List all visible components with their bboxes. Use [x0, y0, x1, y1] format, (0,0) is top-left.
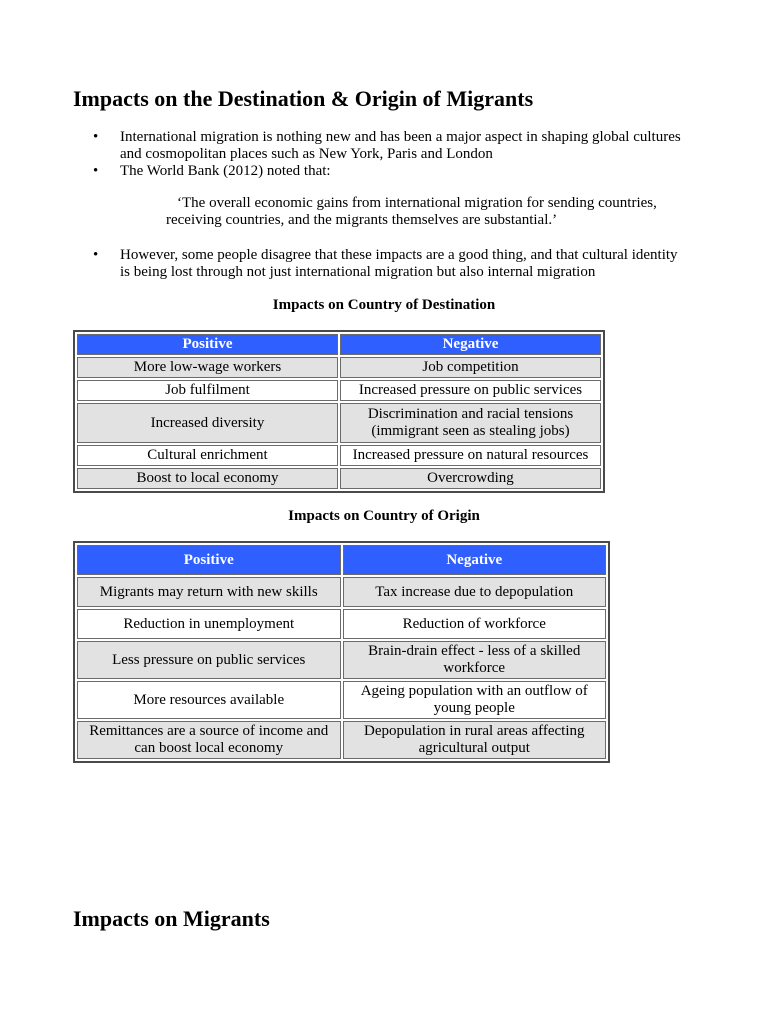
- table-cell: More low-wage workers: [77, 357, 338, 378]
- destination-impacts-table: [73, 330, 605, 493]
- column-header-negative: Negative: [343, 545, 607, 575]
- bullet-item: • International migration is nothing new and has been a major aspect in shaping global cultures and cosmopolitan places such as New York, Paris and London: [73, 129, 683, 163]
- bullet-list: [73, 129, 683, 180]
- table-cell: Brain-drain effect - less of a skilled workforce: [343, 641, 607, 679]
- table-cell: Ageing population with an outflow of young people: [343, 681, 607, 719]
- table-cell: Increased diversity: [77, 403, 338, 443]
- table-header-row: [77, 334, 601, 355]
- bullet-list: [73, 247, 683, 281]
- table-cell: Migrants may return with new skills: [77, 577, 341, 607]
- table-cell: Less pressure on public services: [77, 641, 341, 679]
- table-row: [77, 641, 606, 679]
- table-row: [77, 609, 606, 639]
- table-row: [77, 468, 601, 489]
- section-heading-destination-origin: Impacts on the Destination & Origin of Migrants: [73, 86, 534, 111]
- table-row: [77, 357, 601, 378]
- bullet-item: • However, some people disagree that these impacts are a good thing, and that cultural identity is being lost through not just international migration but also internal migration: [73, 247, 683, 281]
- table-cell: Job competition: [340, 357, 601, 378]
- table-row: [77, 721, 606, 759]
- table-cell: Tax increase due to depopulation: [343, 577, 607, 607]
- table-row: [77, 380, 601, 401]
- table-cell: Overcrowding: [340, 468, 601, 489]
- table-cell: Depopulation in rural areas affecting agricultural output: [343, 721, 607, 759]
- table-row: [77, 403, 601, 443]
- table-row: [77, 445, 601, 466]
- table-cell: Discrimination and racial tensions (immigrant seen as stealing jobs): [340, 403, 601, 443]
- table-header-row: [77, 545, 606, 575]
- column-header-positive: Positive: [77, 334, 338, 355]
- table-cell: Job fulfilment: [77, 380, 338, 401]
- column-header-negative: Negative: [340, 334, 601, 355]
- origin-table-caption: Impacts on Country of Origin: [288, 508, 480, 524]
- section-heading-impacts-on-migrants: Impacts on Migrants: [73, 906, 270, 931]
- table-cell: Cultural enrichment: [77, 445, 338, 466]
- column-header-positive: Positive: [77, 545, 341, 575]
- table-cell: Increased pressure on natural resources: [340, 445, 601, 466]
- world-bank-quote: ‘The overall economic gains from international migration for sending countries, receiving countries, and the migrants themselves are substantial.’: [166, 195, 657, 228]
- destination-table-caption: Impacts on Country of Destination: [272, 297, 496, 313]
- table-cell: More resources available: [77, 681, 341, 719]
- table-row: [77, 577, 606, 607]
- table-row: [77, 681, 606, 719]
- bullet-item: • The World Bank (2012) noted that:: [73, 163, 683, 180]
- table-cell: Remittances are a source of income and can boost local economy: [77, 721, 341, 759]
- table-cell: Increased pressure on public services: [340, 380, 601, 401]
- table-cell: Reduction in unemployment: [77, 609, 341, 639]
- origin-impacts-table: [73, 541, 610, 763]
- table-cell: Reduction of workforce: [343, 609, 607, 639]
- table-cell: Boost to local economy: [77, 468, 338, 489]
